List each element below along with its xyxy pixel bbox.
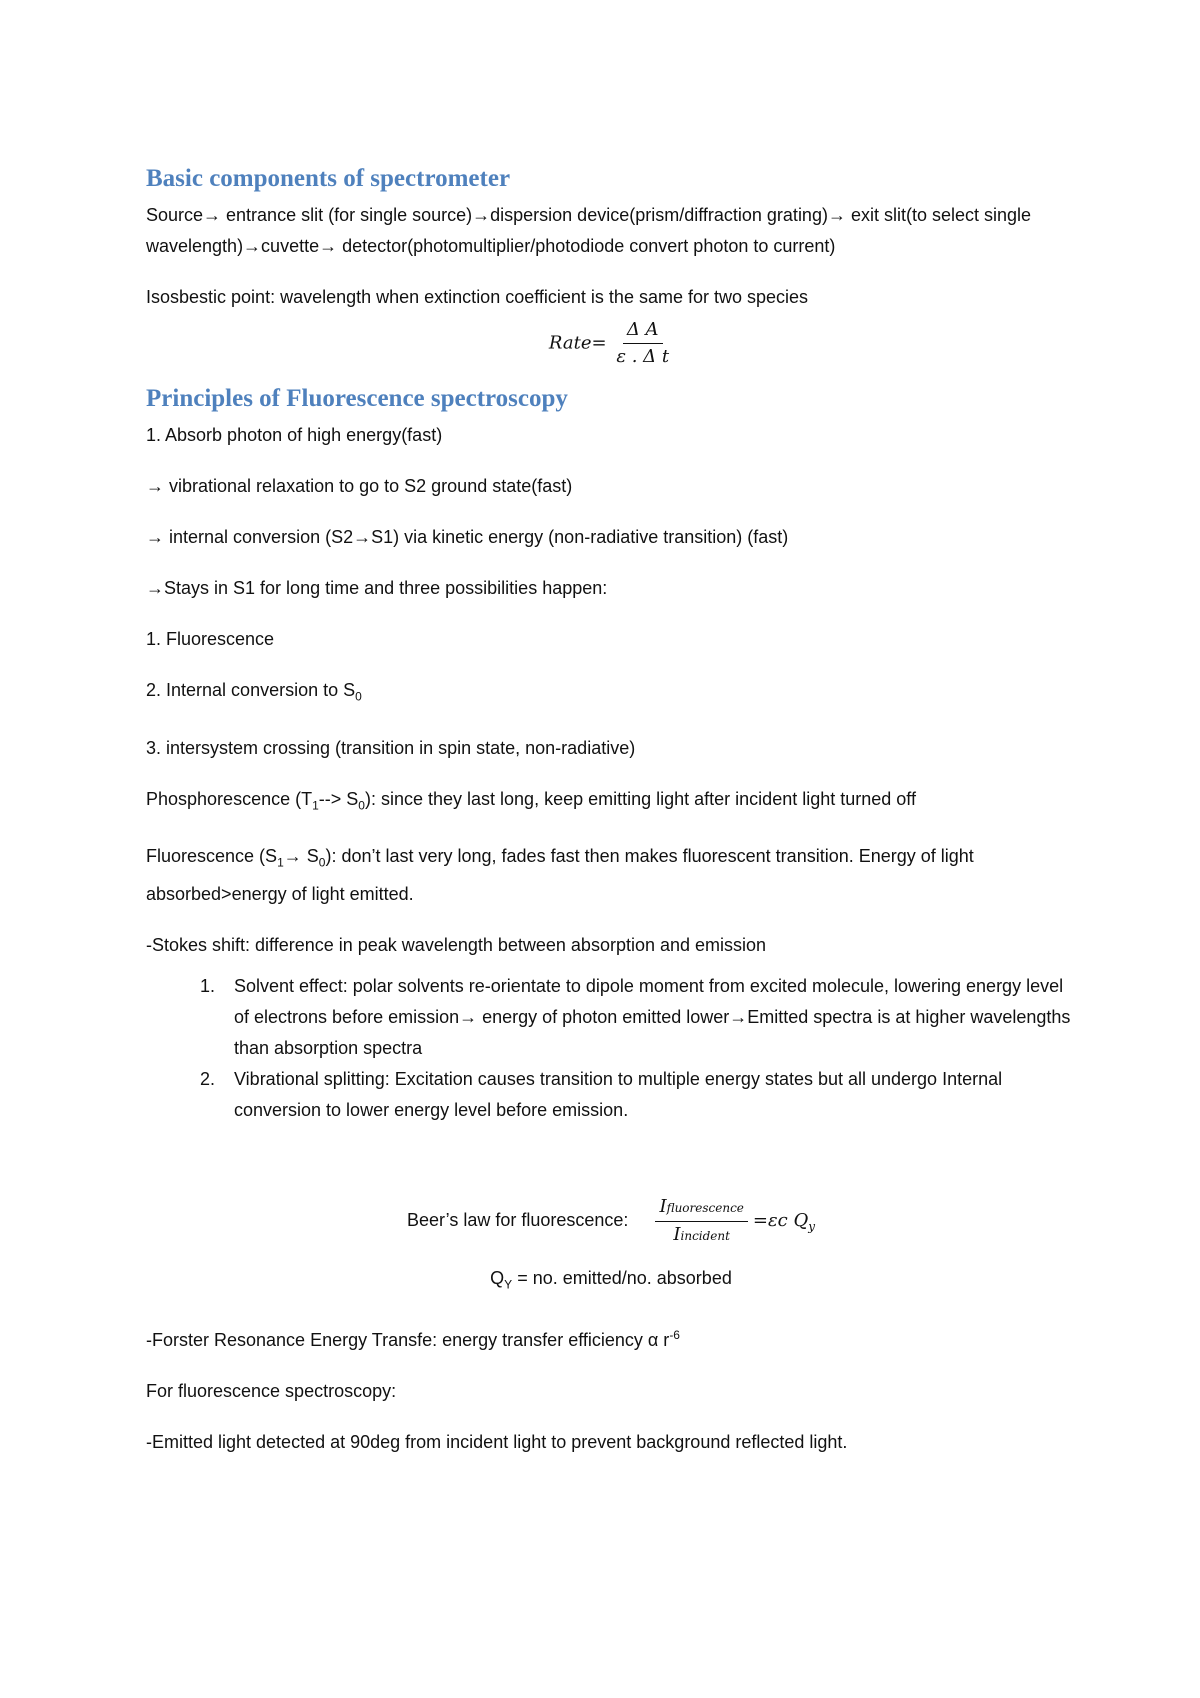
beer-law-rhs: =εc $Q_y$ xyxy=(752,1210,816,1234)
beer-law-fraction: $\frac{\text{Ifluorescence}}{\text{Iincident}}$ xyxy=(655,1194,747,1249)
step-1: 1. Absorb photon of high energy(fast) xyxy=(146,425,443,445)
isosbestic-text: Isosbestic point: wavelength when extinction coefficient is the same for two species xyxy=(146,287,809,307)
fret-text: -Forster Resonance Energy Transfe: energy transfer efficiency α $r^{-6}$ xyxy=(146,1328,680,1351)
rate-numerator: Δ A xyxy=(623,317,663,344)
list-item: 1. Solvent effect: polar solvents re-orientate to dipole moment from excited molecule, lowering energy level of electrons before emission→ energy of photon emitted lower→Emitted spectra is at higher wavelengths than absorption spectra xyxy=(220,971,1076,1064)
beer-law-label: Beer’s law for fluorescence: xyxy=(406,1210,629,1231)
quantum-yield-text: $Q_Y$ = no. emitted/no. absorbed xyxy=(490,1267,732,1292)
stokes-list xyxy=(146,971,1076,1126)
rate-denominator: ε . Δ t xyxy=(616,346,670,367)
beer-law-row xyxy=(146,1194,1076,1249)
fluorescence-definition: Fluorescence $(S_1\to S_0)$: don’t last very long, fades fast then makes fluorescent transition. Energy of light absorbed>energy of light emitted. xyxy=(146,846,974,904)
rate-formula xyxy=(146,317,1076,370)
for-fluorescence-text: For fluorescence spectroscopy: xyxy=(146,1381,397,1402)
document-content xyxy=(146,164,1076,1458)
heading-fluorescence: Principles of Fluorescence spectroscopy xyxy=(146,385,568,412)
stokes-shift-text: -Stokes shift: difference in peak wavelength between absorption and emission xyxy=(146,934,767,955)
phosphorescence-text: Phosphorescence $(T_1--> S_0)$: since they last long, keep emitting light after incident light turned off xyxy=(146,788,916,813)
step-2: → vibrational relaxation to go to S2 ground state(fast) xyxy=(146,476,573,496)
heading-spectrometer: Basic components of spectrometer xyxy=(146,165,511,192)
rate-fraction xyxy=(612,317,673,370)
list-item: 2. Vibrational splitting: Excitation causes transition to multiple energy states but all undergo Internal conversion to lower energy level before emission. xyxy=(220,1064,1076,1126)
possibility-fluorescence: 1. Fluorescence xyxy=(146,629,275,649)
possibility-internal-conversion: 2. Internal conversion to $S_0$ xyxy=(146,680,362,704)
step-4: →Stays in S1 for long time and three possibilities happen: xyxy=(146,578,608,598)
spectrometer-components-text: Source→ entrance slit (for single source)→dispersion device(prism/diffraction grating)→ exit slit(to select single wavelength)→cuvette→ detector(photomultiplier/photodiode convert photon to current) xyxy=(146,205,1032,256)
rate-lhs: Rate= xyxy=(548,332,607,354)
possibility-intersystem: 3. intersystem crossing (transition in spin state, non-radiative) xyxy=(146,737,636,758)
step-3: → internal conversion (S2→S1) via kinetic energy (non-radiative transition) (fast) xyxy=(146,527,789,547)
emitted-light-text: -Emitted light detected at 90deg from incident light to prevent background reflected light. xyxy=(146,1432,848,1453)
